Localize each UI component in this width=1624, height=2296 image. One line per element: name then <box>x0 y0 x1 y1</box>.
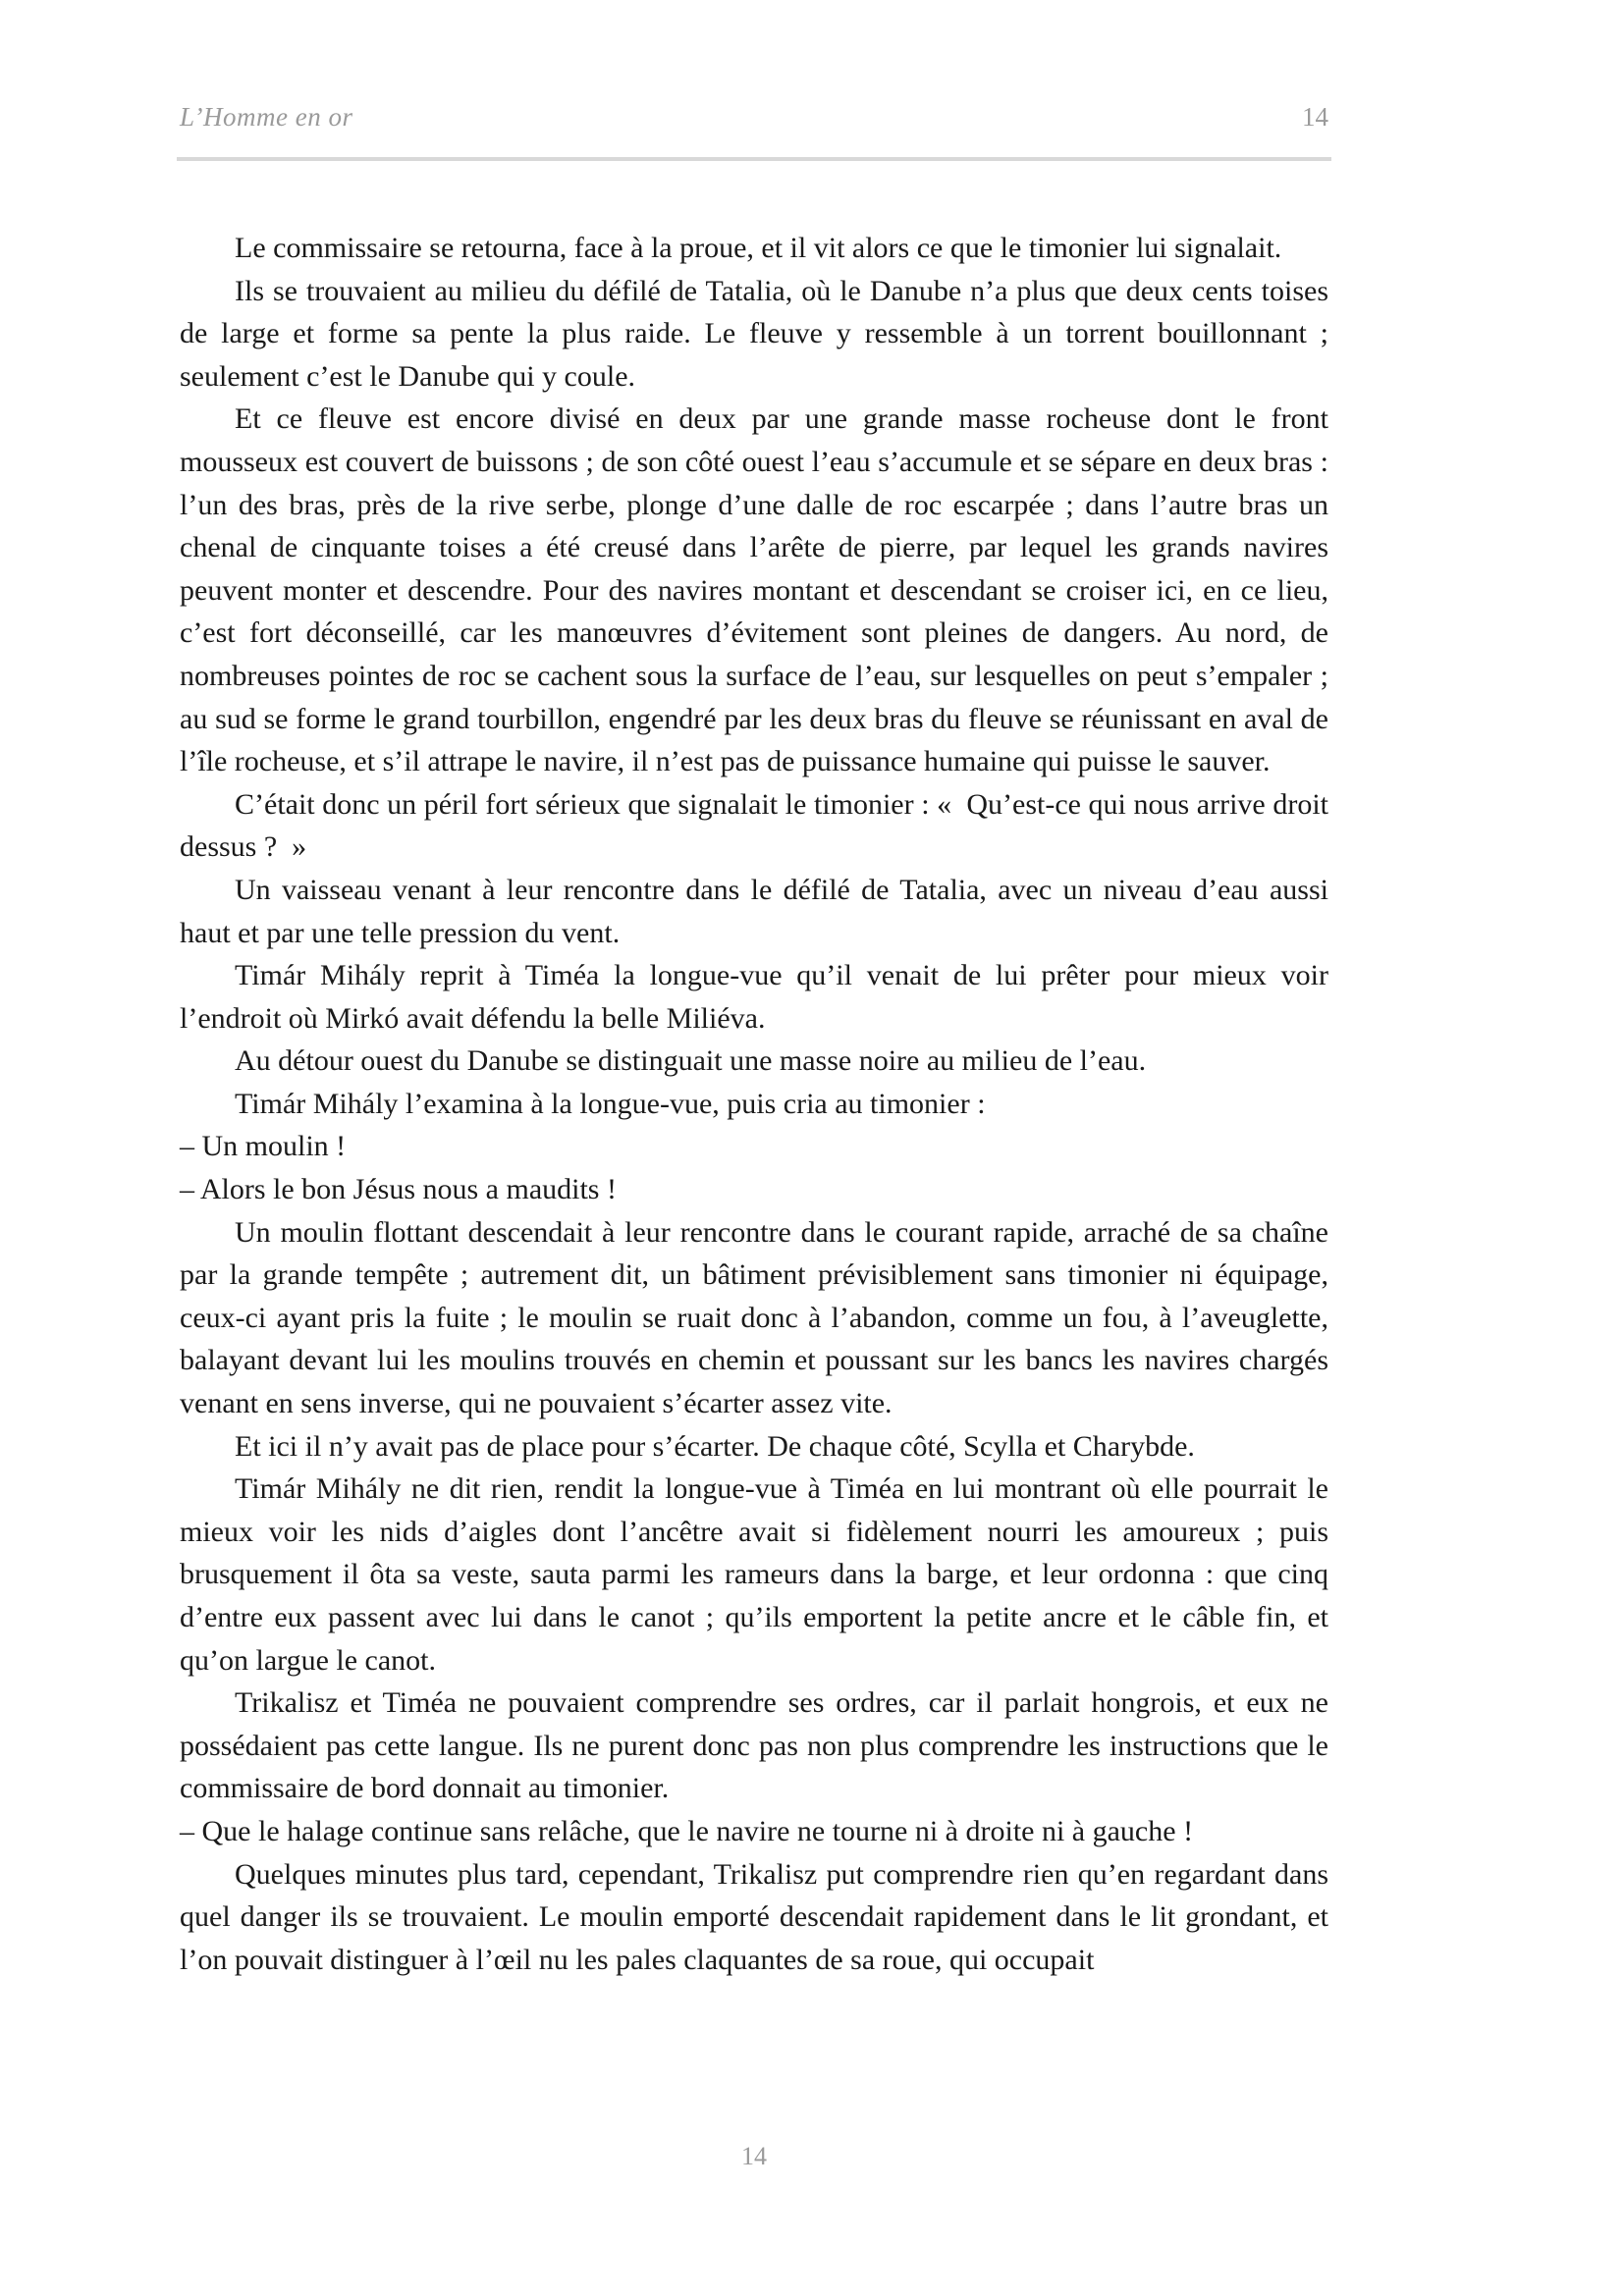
header-page-number: 14 <box>1302 102 1328 132</box>
paragraph: – Alors le bon Jésus nous a maudits ! <box>180 1173 617 1206</box>
header-rule <box>177 157 1331 161</box>
paragraph: C’était donc un péril fort sérieux que signalait le timonier : « Qu’est-ce qui nous arrive droit dessus ? » <box>180 787 1328 864</box>
footer-page-number: 14 <box>741 2142 767 2170</box>
paragraph: – Que le halage continue sans relâche, que le navire ne tourne ni à droite ni à gauche ! <box>180 1814 1194 1847</box>
paragraph: Un moulin flottant descendait à leur rencontre dans le courant rapide, arraché de sa chaîne par la grande tempête ; autrement dit, un bâtiment prévisiblement sans timonier ni équipage, ceux-ci ayant pris la fuite ; le moulin se ruait donc à l’abandon, comme un fou, à l’aveuglette, balayant devant lui les moulins trouvés en chemin et poussant sur les bancs les navires chargés venant en sens inverse, qui ne pouvaient s’écarter assez vite. <box>180 1215 1328 1420</box>
paragraph: Quelques minutes plus tard, cependant, Trikalisz put comprendre rien qu’en regardant dans quel danger ils se trouvaient. Le moulin emporté descendait rapidement dans le lit grondant, et l’on pouvait distinguer à l’œil nu les pales claquantes de sa roue, qui occupait <box>180 1857 1328 1976</box>
paragraph: Et ce fleuve est encore divisé en deux par une grande masse rocheuse dont le front mousseux est couvert de buissons ; de son côté ouest l’eau s’accumule et se sépare en deux bras : l’un des bras, près de la rive serbe, plonge d’une dalle de roc escarpée ; dans l’autre bras un chenal de cinquante toises a été creusé dans l’arête de pierre, par lequel les grands navires peuvent monter et descendre. Pour des navires montant et descendant se croiser ici, en ce lieu, c’est fort déconseillé, car les manœuvres d’évitement sont pleines de dangers. Au nord, de nombreuses pointes de roc se cachent sous la surface de l’eau, sur lesquelles on peut s’empaler ; au sud se forme le grand tourbillon, engendré par les deux bras du fleuve se réunissant en aval de l’île rocheuse, et s’il attrape le navire, il n’est pas de puissance humaine qui puisse le sauver. <box>180 402 1328 778</box>
text-block <box>180 227 1328 1981</box>
header-book-title: L’Homme en or <box>180 102 353 132</box>
paragraph: Trikalisz et Timéa ne pouvaient comprendre ses ordres, car il parlait hongrois, et eux ne possédaient pas cette langue. Ils ne purent donc pas non plus comprendre les instructions que le commissaire de bord donnait au timonier. <box>180 1686 1328 1805</box>
paragraph: Le commissaire se retourna, face à la proue, et il vit alors ce que le timonier lui signalait. <box>235 232 1282 264</box>
paragraph: Timár Mihály l’examina à la longue-vue, puis cria au timonier : <box>235 1087 986 1120</box>
paragraph: Au détour ouest du Danube se distinguait une masse noire au milieu de l’eau. <box>235 1044 1147 1078</box>
paragraph: – Un moulin ! <box>180 1130 347 1163</box>
document-page <box>180 0 1328 2296</box>
paragraph: Et ici il n’y avait pas de place pour s’écarter. De chaque côté, Scylla et Charybde. <box>235 1429 1195 1463</box>
running-header <box>180 102 1328 133</box>
paragraph: Ils se trouvaient au milieu du défilé de Tatalia, où le Danube n’a plus que deux cents toises de large et forme sa pente la plus raide. Le fleuve y ressemble à un torrent bouillonnant ; seulement c’est le Danube qui y coule. <box>180 274 1328 393</box>
paragraph: Timár Mihály reprit à Timéa la longue-vue qu’il venait de lui prêter pour mieux voir l’endroit où Mirkó avait défendu la belle Miliéva. <box>180 959 1328 1035</box>
paragraph: Timár Mihály ne dit rien, rendit la longue-vue à Timéa en lui montrant où elle pourrait le mieux voir les nids d’aigles dont l’ancêtre avait si fidèlement nourri les amoureux ; puis brusquement il ôta sa veste, sauta parmi les rameurs dans la barge, et leur ordonna : que cinq d’entre eux passent avec lui dans le canot ; qu’ils emportent la petite ancre et le câble fin, et qu’on largue le canot. <box>180 1472 1328 1677</box>
page-footer <box>180 2142 1328 2171</box>
paragraph: Un vaisseau venant à leur rencontre dans le défilé de Tatalia, avec un niveau d’eau aussi haut et par une telle pression du vent. <box>180 873 1328 949</box>
